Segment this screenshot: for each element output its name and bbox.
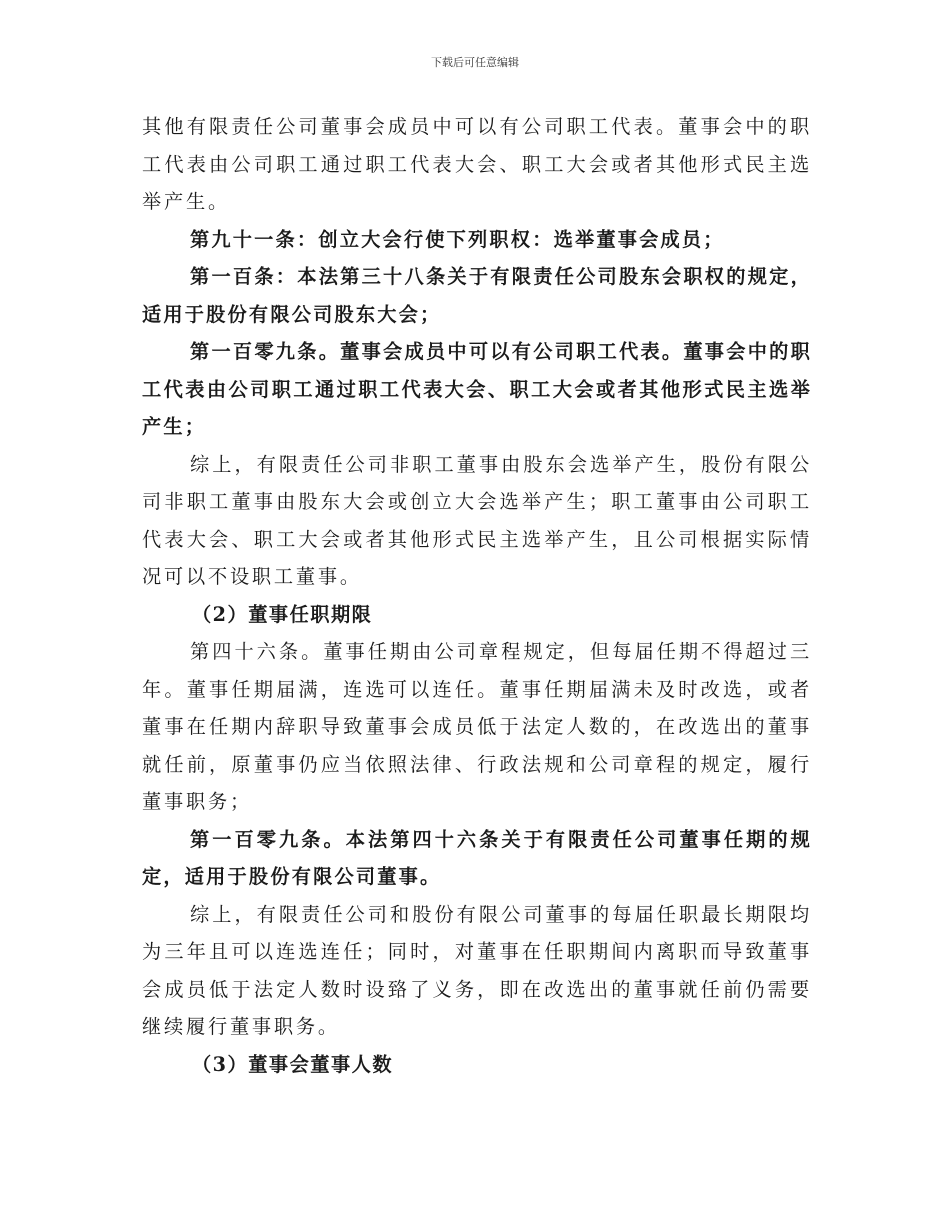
document-body <box>142 108 812 1083</box>
section-heading-count: （3）董事会董事人数 <box>192 1052 394 1076</box>
section-heading-term: （2）董事任职期限 <box>192 602 373 626</box>
paragraph-continued: 其他有限责任公司董事会成员中可以有公司职工代表。董事会中的职工代表由公司职工通过职工代表大会、职工大会或者其他形式民主选举产生。 <box>142 115 812 213</box>
paragraph-summary-1: 综上，有限责任公司非职工董事由股东会选举产生，股份有限公司非职工董事由股东大会或创立大会选举产生；职工董事由公司职工代表大会、职工大会或者其他形式民主选举产生，且公司根据实际情况可以不设职工董事。 <box>142 452 812 588</box>
paragraph-article-91: 第九十一条：创立大会行使下列职权：选举董事会成员； <box>190 227 725 251</box>
paragraph-article-109-b: 第一百零九条。本法第四十六条关于有限责任公司董事任期的规定，适用于股份有限公司董事。 <box>142 827 812 888</box>
paragraph-summary-2: 综上，有限责任公司和股份有限公司董事的每届任职最长期限均为三年且可以连选连任；同时，对董事在任职期间内离职而导致董事会成员低于法定人数时设臵了义务，即在改选出的董事就任前仍需要继续履行董事职务。 <box>142 902 812 1038</box>
paragraph-article-100: 第一百条：本法第三十八条关于有限责任公司股东会职权的规定，适用于股份有限公司股东大会； <box>142 265 812 326</box>
paragraph-article-109-a: 第一百零九条。董事会成员中可以有公司职工代表。董事会中的职工代表由公司职工通过职工代表大会、职工大会或者其他形式民主选举产生； <box>142 340 812 438</box>
page-header-note: 下载后可任意编辑 <box>431 56 519 69</box>
paragraph-article-46: 第四十六条。董事任期由公司章程规定，但每届任期不得超过三年。董事任期届满，连选可以连任。董事任期届满未及时改选，或者董事在任期内辞职导致董事会成员低于法定人数的，在改选出的董事就任前，原董事仍应当依照法律、行政法规和公司章程的规定，履行董事职务； <box>142 640 812 813</box>
